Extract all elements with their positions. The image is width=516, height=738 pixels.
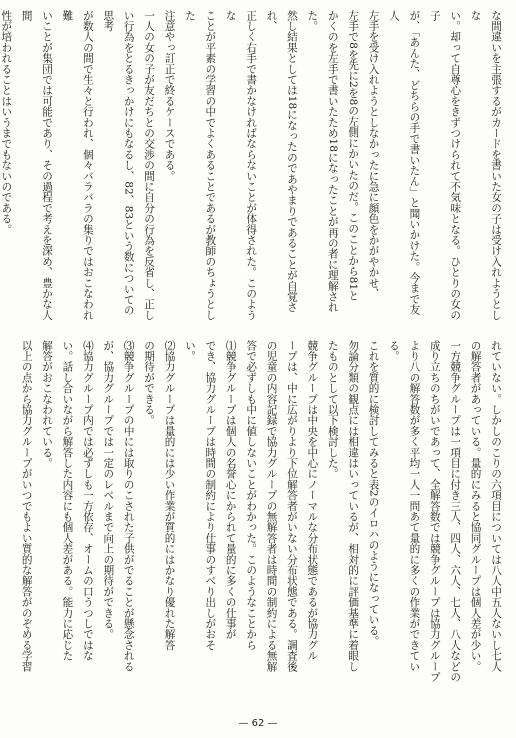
top-text-block: [0, 10, 506, 325]
text-line: の児童の内容記録で協力グループの無解答者は時間の制約による無解: [265, 340, 278, 672]
text-line: ⑶競争グループの中には取りのこされた子供がでることが懸念される: [122, 340, 135, 672]
text-line: たものとして以下検討した。: [326, 340, 339, 480]
text-line: 一人の女の子が友だちとの交渉の間に自分の行為を反省し、正し: [143, 10, 156, 321]
text-line: 勿論分類の観点には相違はいっているが、相対的に評価基準に着眼し: [347, 340, 360, 672]
text-line: 然し結果としては18になったのであやまりであることが自覚され、: [265, 10, 298, 313]
bottom-text-block: [6, 340, 506, 710]
text-line: 左手を受け入れようとしなかったに急に顔色をかがやかせ、: [367, 10, 380, 299]
text-line: より八の解答数が多く平均一人一問あて量的に多くの作業ができてい: [408, 340, 421, 672]
text-line: る。: [387, 340, 400, 362]
text-line: の解答者があっている。量的にみると協同グループは個人差が少い。: [469, 340, 482, 672]
text-line: い。却って自尊心をきずつけられて不気味となる。ひとりの女の子: [428, 10, 462, 321]
text-line: 左手で8を先に2を8の左側にかいたのだ。このことから81と: [347, 10, 360, 301]
text-line: 解答がおこなわれている。: [41, 340, 54, 469]
text-line: かくのを左手で書いたため18になったことが再の者に理解された。: [306, 10, 339, 313]
text-line: ⑷協力グループ内では必ずしも一方依存、オームの口うつしではな: [81, 340, 94, 661]
text-line: でき、協力グループは時間の制約により仕事のすべり出しがおそ: [204, 340, 217, 651]
text-line: 成り立ちのちがいであって、全解答数では競争グループは協力グループ: [428, 340, 441, 683]
text-line: ⑴競争グループは個人の名誉心にかられて量的に多くの仕事が: [224, 340, 237, 640]
text-line: 正しく右手で書かなければならないことが体得された。このような: [224, 10, 258, 321]
text-line: 性が培われることはいうまでもないのである。: [0, 10, 13, 235]
text-line: が、協力グループでは一定のレベルまで向上の期待ができる。: [102, 340, 115, 640]
text-line: 答で必ずしも中に値しないことがわかった。このようなことから: [245, 340, 258, 651]
text-line: ことが平素の学習の中でよくあることであるが教師のちょうとした: [183, 10, 217, 321]
text-line: いことが集団では可能であり、その過程で考えを深め、豊かな人間: [20, 10, 54, 321]
page-number: — 62 —: [238, 718, 278, 729]
text-line: い。: [183, 340, 196, 362]
text-line: 以上の点から協力グループがいつでもよい質的な解答がのぞめる学習: [20, 340, 33, 672]
text-line: の期待ができる。: [143, 340, 156, 426]
text-line: これを質的に検討してみると表2のイロハのようになっている。: [367, 340, 380, 647]
text-line: が、「あんた、どちらの手で書いたん」と聞いかけた。今まで友人: [387, 10, 421, 315]
text-line: な間違いを主張するがカードを書いた女の子は受け入れようとしな: [469, 10, 502, 321]
text-line: い行為をとるきっかけにもなるし、82、83という数についての思考: [102, 10, 135, 316]
text-line: い。話し合いながら解答した内容にも個人差がある。能力に応じた: [61, 340, 74, 661]
text-line: ⑵協力グループは量的には少い作業が質的にはかなり優れた解答: [163, 340, 176, 651]
text-line: ープは、中に広がりより下位解答者がいない分布状態である。調査後: [285, 340, 298, 672]
text-line: が数人の間で生々と行われ、個々バラバラの集りではおこなわれ難: [61, 10, 94, 321]
text-line: 一方競争グループは一項目に付き三人、四人、六人、七人、八人などの: [449, 340, 462, 683]
text-line: 競争グループは中央を中心にノーマルな分布状態であるが協力グル: [306, 340, 319, 661]
text-line: 注意やっ訂正で終るケースである。: [163, 10, 176, 182]
text-line: れていない。しかしのこりの六項目については八人中五人ないし七人: [490, 340, 502, 672]
